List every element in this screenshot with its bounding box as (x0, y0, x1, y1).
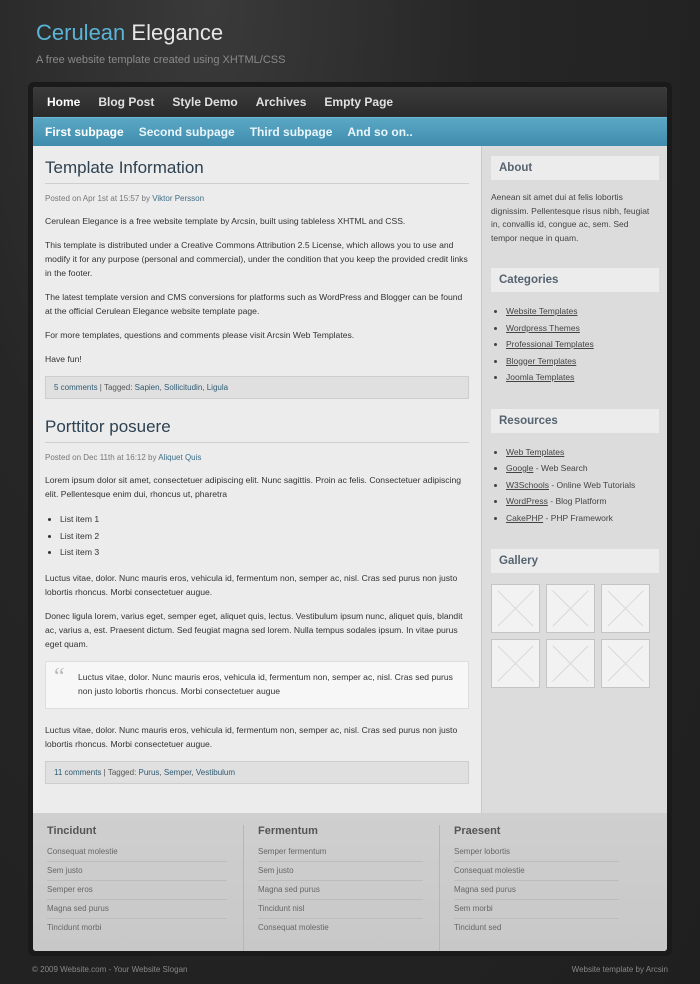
category-link[interactable]: Website Templates (506, 306, 578, 316)
main-content (33, 146, 482, 813)
resource-desc: - Blog Platform (547, 496, 607, 506)
about-text: Aenean sit amet dui at felis lobortis dignissim. Pellentesque risus nibh, feugiat in, convallis id, congue ac, sem. Sed tempor neque in quam. (491, 192, 650, 243)
resource-desc: - Web Search (533, 463, 588, 473)
footer-link[interactable]: Semper lobortis (454, 843, 619, 862)
resource-link[interactable]: Web Templates (506, 446, 565, 457)
list-item (506, 510, 659, 527)
sidebar-heading-categories: Categories (491, 268, 659, 292)
post-paragraph: This template is distributed under a Creative Commons Attribution 2.5 License, which allows you to use and modify it for any purpose (personal and commercial), under the condition that you keep the provided credit links in the footer. (45, 240, 468, 278)
footer-link-list (47, 843, 227, 937)
list-item (506, 493, 659, 510)
footer-column-title: Tincidunt (47, 825, 97, 837)
footer-link[interactable]: Magna sed purus (454, 881, 619, 900)
footer-link[interactable]: Consequat molestie (47, 843, 227, 862)
sub-nav (33, 117, 667, 146)
list-item: • List item 2 (60, 528, 469, 545)
footer-column (439, 825, 635, 951)
post-footer: 11 comments | Tagged: Purus, Semper, Vestibulum (45, 761, 469, 784)
footer-link-list (454, 843, 619, 937)
category-link[interactable]: Blogger Templates (506, 355, 577, 366)
footer-link[interactable]: Tincidunt nisl (258, 900, 423, 919)
footer-link[interactable]: Consequat molestie (454, 862, 619, 881)
site-title-part2[interactable]: Elegance (131, 20, 224, 45)
image-placeholder-icon (547, 640, 594, 687)
subnav-third[interactable]: Third subpage (249, 125, 333, 139)
resource-link[interactable]: WordPress (506, 496, 548, 506)
comments-link[interactable]: 5 comments (54, 383, 98, 392)
image-placeholder-icon (602, 585, 649, 632)
post-author-link[interactable]: Viktor Persson (152, 194, 205, 203)
post-author-link[interactable]: Aliquet Quis (158, 453, 202, 462)
blockquote (45, 661, 469, 709)
footer-link-list (258, 843, 423, 937)
list-item (506, 477, 659, 494)
template-credit-link[interactable]: Website template by Arcsin (571, 965, 668, 974)
list-item (506, 303, 659, 320)
image-placeholder-icon (547, 585, 594, 632)
footer-link[interactable]: Semper eros (47, 881, 227, 900)
gallery-grid (491, 584, 659, 688)
image-placeholder-icon (492, 640, 539, 687)
post-meta-prefix: Posted on Apr 1st at 15:57 by (45, 194, 153, 203)
sidebar (482, 146, 667, 813)
tag-link[interactable]: Ligula (206, 383, 229, 392)
post-list (60, 511, 469, 561)
nav-blog-post[interactable]: Blog Post (98, 95, 155, 109)
post-paragraph: Lorem ipsum dolor sit amet, consectetuer adipiscing elit. Nunc sagittis. Proin ac felis. Consectetuer adipiscing elit. Pellentesque enim dui, rhoncus ut, pharetra (45, 475, 462, 499)
nav-home[interactable]: Home (47, 95, 81, 109)
list-item (506, 353, 659, 370)
tagged-label: | Tagged: (101, 767, 139, 777)
copyright-text: © 2009 Website.com - Your Website Slogan (32, 965, 188, 974)
tagged-label: | Tagged: (97, 383, 135, 392)
category-link[interactable]: Joomla Templates (506, 372, 575, 382)
footer-column-title: Fermentum (258, 825, 318, 837)
footer-column (47, 825, 243, 951)
post-porttitor-posuere (45, 417, 469, 784)
resource-link[interactable]: Google (506, 463, 534, 473)
resource-link[interactable]: W3Schools (506, 479, 549, 490)
post-template-information (45, 158, 469, 399)
footer-link[interactable]: Magna sed purus (47, 900, 227, 919)
sidebar-heading-about: About (491, 156, 659, 180)
post-meta (45, 453, 469, 462)
gallery-thumbnail[interactable] (546, 584, 595, 633)
categories-list (506, 303, 659, 386)
list-item (506, 336, 659, 353)
gallery-thumbnail[interactable] (491, 584, 540, 633)
subnav-and-so-on[interactable]: And so on.. (347, 125, 413, 139)
list-item: • List item 3 (60, 544, 469, 561)
nav-style-demo[interactable]: Style Demo (172, 95, 238, 109)
list-item (506, 369, 659, 386)
quote-mark-icon: “ (54, 663, 65, 690)
page-inner (33, 87, 667, 951)
tag-link[interactable]: Semper (163, 767, 192, 777)
sidebar-heading-resources: Resources (491, 409, 659, 433)
list-item: • List item 1 (60, 511, 469, 528)
subnav-first[interactable]: First subpage (45, 125, 124, 139)
tag-link[interactable]: Purus (138, 767, 160, 777)
post-title[interactable]: Template Information (45, 158, 469, 184)
category-link[interactable]: Wordpress Themes (506, 322, 580, 333)
main-nav (33, 87, 667, 117)
post-paragraph: Have fun! (45, 354, 82, 364)
footer-column (243, 825, 439, 951)
footer-link[interactable]: Semper fermentum (258, 843, 423, 862)
post-paragraph: Luctus vitae, dolor. Nunc mauris eros, vehicula id, fermentum non, semper ac, nisl. Cras sed purus non justo lobortis rhoncus. Morbi consectetuer augue. (45, 724, 458, 749)
post-footer: 5 comments | Tagged: Sapien, Sollicitudin, Ligula (45, 376, 469, 399)
tag-link[interactable]: Vestibulum (195, 767, 236, 777)
resource-link[interactable]: CakePHP (506, 512, 544, 523)
nav-archives[interactable]: Archives (255, 95, 307, 109)
resource-desc: - PHP Framework (543, 512, 613, 523)
site-header (36, 20, 285, 66)
footer-column-title: Praesent (454, 825, 501, 837)
quote-text: Luctus vitae, dolor. Nunc mauris eros, vehicula id, fermentum non, semper ac, nisl. Cras sed purus non justo lobortis rhoncus. Morbi consectetuer augue (78, 671, 453, 696)
image-placeholder-icon (602, 640, 649, 687)
post-title[interactable]: Porttitor posuere (45, 417, 469, 443)
post-paragraph: Luctus vitae, dolor. Nunc mauris eros, vehicula id, fermentum non, semper ac, nisl. Cras sed purus non justo lobortis rhoncus. Morbi consectetuer augue. (45, 572, 458, 597)
body-row (33, 146, 667, 813)
footer-link[interactable]: Tincidunt morbi (47, 923, 102, 932)
footer-link[interactable]: Magna sed purus (258, 881, 423, 900)
resources-list (506, 444, 659, 527)
comments-link[interactable]: 11 comments (54, 767, 102, 777)
site-title-part1[interactable]: Cerulean (36, 20, 126, 45)
gallery-thumbnail[interactable] (601, 639, 650, 688)
post-meta (45, 194, 469, 203)
list-item (506, 460, 659, 477)
resource-desc: - Online Web Tutorials (549, 479, 636, 490)
nav-empty-page[interactable]: Empty Page (324, 95, 394, 109)
sidebar-heading-gallery: Gallery (491, 549, 659, 573)
footer-link[interactable]: Sem justo (47, 862, 227, 881)
subnav-second[interactable]: Second subpage (138, 125, 235, 139)
gallery-thumbnail[interactable] (491, 639, 540, 688)
site-slogan: A free website template created using XHTML/CSS (36, 54, 286, 66)
list-item (506, 444, 659, 461)
footer-link[interactable]: Sem justo (258, 862, 423, 881)
site-title[interactable] (36, 20, 285, 46)
post-paragraph: For more templates, questions and comments please visit Arcsin Web Templates. (45, 330, 355, 340)
post-paragraph: The latest template version and CMS conversions for platforms such as WordPress and Blogger can be found at the official Cerulean Elegance website template page. (45, 292, 463, 316)
gallery-thumbnail[interactable] (546, 639, 595, 688)
page-wrapper (28, 82, 672, 956)
post-paragraph: Donec ligula lorem, varius eget, semper eget, aliquet quis, lectus. Vestibulum ipsum nunc, aliquet quis, blandit ac, varius a, est. Praesent dictum. Sed feugiat magna sed lorem. Nulla tempus sodales ipsum. In vitae purus eget quam. (45, 610, 463, 649)
category-link[interactable]: Professional Templates (506, 339, 594, 349)
tag-link[interactable]: Sapien (134, 383, 160, 392)
footer-columns (33, 813, 667, 951)
footer-link[interactable]: Consequat molestie (258, 923, 329, 932)
post-meta-prefix: Posted on Dec 11th at 16:12 by (45, 453, 159, 462)
gallery-thumbnail[interactable] (601, 584, 650, 633)
list-item (506, 320, 659, 337)
tag-link[interactable]: Sollicitudin (164, 383, 203, 392)
footer-link[interactable]: Tincidunt sed (454, 923, 502, 932)
post-paragraph: Cerulean Elegance is a free website template by Arcsin, built using tableless XHTML and CSS. (45, 216, 406, 226)
footer-link[interactable]: Sem morbi (454, 900, 619, 919)
image-placeholder-icon (492, 585, 539, 632)
